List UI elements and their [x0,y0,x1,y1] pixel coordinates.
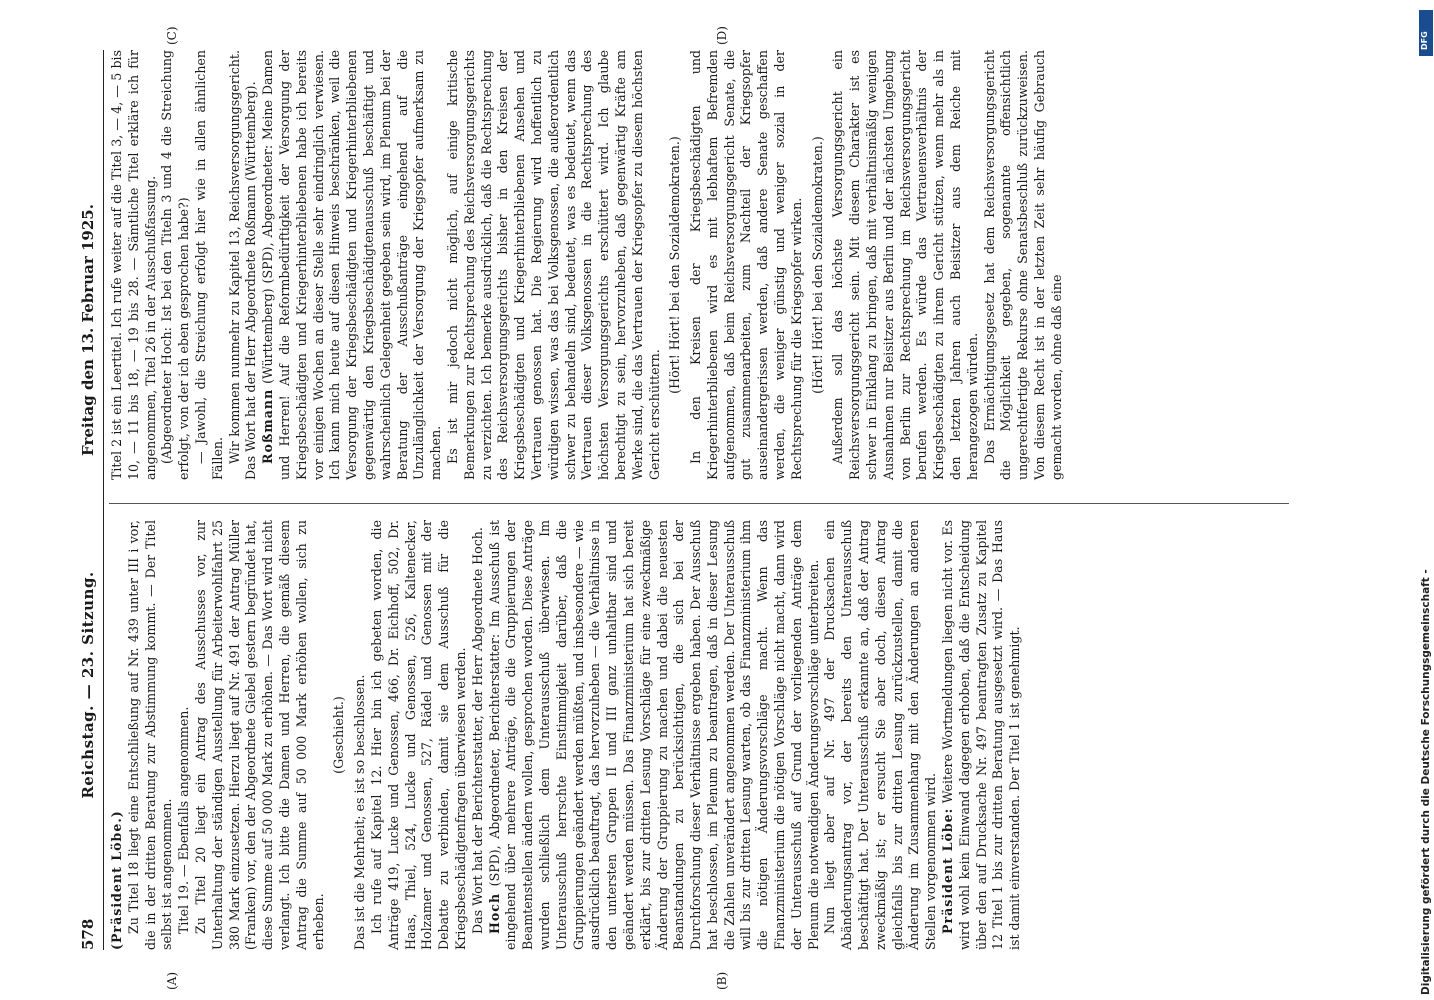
speaker-name: Präsident Löbe: [940,807,956,934]
paragraph: Titel 2 ist ein Leertitel. Ich rufe weiter auf die Titel 3, — 4, — 5 bis 10, — 11 bis 18, — 19 bis 28. — Sämtliche Titel erkläre ich für angenommen, Titel 26 in der Ausschußfassung. [109,50,158,480]
paragraph: Das ist die Mehrheit; es ist so beschlossen. [352,674,368,950]
speech-text: (SPD), Abgeordneter, Berichterstatter: Im Ausschuß ist eingehend über mehrere Anträge, die die Gruppierungen der Beamtenstellen ändern wollen, gesprochen worden. Diese Anträge wurden schließlich dem Unterausschuß überwiesen. Im Unterausschuß herrschte Einstimmigkeit darüber, daß die Gruppierungen geändert werden müßten, und insbesondere — wie ausdrücklich beauftragt, das hervorzuheben — die Verhältnisse in den untersten Gruppen II und III ganz unhaltbar sind und geändert werden müssen. Das Finanzministerium hat sich bereit erklärt, bis zur dritten Lesung Vorschläge für eine zweckmäßige Änderung der Gruppierung zu machen und dabei die neuesten Beanstandungen zu berücksichtigen, die sich bei der Durchforschung dieser Verhältnisse ergeben haben. Der Ausschuß hat beschlossen, im Plenum zu beantragen, daß in dieser Lesung die Zahlen unverändert angenommen werden. Der Unterausschuß will bis zur dritten Lesung warten, ob das Finanzministerium ihm die nötigen Änderungsvorschläge macht. Wenn das Finanzministerium die nötigen Vorschläge nicht macht, dann wird der Unterausschuß auf Grund der vorliegenden Anträge dem Plenum die notwendigen Änderungsvorschläge unterbreiten. [486,520,821,950]
digitization-sidebar [1418,10,1434,1000]
header-left-title: Reichstag. — 23. Sitzung. [79,571,97,799]
paragraph: Nun liegt aber auf Nr. 497 der Drucksachen ein Abänderungsantrag vor, der bereits den Unterausschuß beschäftigt hat. Der Unterausschuß erkannte an, daß der Antrag zweckmäßig ist; er ersucht Sie aber doch, diesen Antrag gleichfalls bis zur dritten Lesung zurückzustellen, damit die Änderung im Zusammenhang mit den Änderungen an anderen Stellen vorgenommen wird. [822,520,939,950]
digitization-credit: Digitalisierung gefördert durch die Deutsche Forschungsgemeinschaft - [1420,569,1432,995]
paragraph: Titel 19. — Ebenfalls angenommen. [176,706,192,934]
speech [260,50,445,480]
paragraph: Zu Titel 18 liegt eine Entschließung auf Nr. 439 unter III i vor, die in der dritten Beratung zur Abstimmung kommt. — Der Titel selbst ist angenommen. [125,520,175,950]
speaker-name: Roßmann [260,388,276,464]
margin-marker-a: (A) [165,971,179,990]
column-divider [109,503,1289,504]
header-rule [103,50,104,950]
stage-note: (Hört! Hört! bei den Sozialdemokraten.) [809,136,825,394]
paragraph: Das Wort hat der Berichterstatter, der Herr Abgeordnete Hoch. [469,527,485,934]
paragraph: Es ist mir jedoch nicht möglich, auf einige kritische Bemerkungen zur Rechtsprechung des Reichsversorgungsgerichts zu verzichten. Ich bemerke ausdrücklich, daß die Rechtsprechung des Reichsversorgungsgerichts bisher in den Kreisen der Kriegsbeschädigten und Kriegerhinterbliebenen Ansehen und Vertrauen genossen hat. Die Regierung wird hoffentlich zu würdigen wissen, was das bei Volksgenossen, die außerordentlich schwer zu behandeln sind, bedeutet, was es bedeutet, wenn das Vertrauen dieser Volksgenossen in die Rechtsprechung des höchsten Versorgungsgerichts erschüttert wird. Ich glaube berechtigt zu sein, hervorzuheben, daß gegenwärtig Kräfte am Werke sind, die das Vertrauen der Kriegsopfer zu diesem höchsten Gericht erschüttern. [444,50,662,480]
paragraph: — Jawohl, die Streichung erfolgt hier wie in allen ähnlichen Fällen. [192,50,225,480]
column-left [109,520,1024,950]
speaker-name: Hoch [486,892,502,934]
speaker-note: (Präsident Löbe.) [109,810,124,950]
paragraph: (Abgeordneter Hoch: Ist bei den Titeln 3 und 4 die Streichung erfolgt, von der ich eben gesprochen habe?) [159,50,192,480]
margin-marker-d: (D) [715,26,729,45]
paragraph: In den Kreisen der Kriegsbeschädigten und Kriegerhinterbliebenen wird es mit lebhaftem Befremden aufgenommen, daß beim Reichsversorgungsgericht Senate, die gut zusammenarbeiten, zum Nachteil der Kriegsopfer auseinandergerissen werden, daß andere Senate geschaffen werden, die weniger günstig und weniger sozial in der Rechtsprechung für die Kriegsopfer wirken. [688,50,804,480]
paragraph: Außerdem soll das höchste Versorgungsgericht ein Reichsversorgungsgericht sein. Mit diesem Charakter ist es schwer in Einklang zu bringen, daß mit verhältnismäßig wenigen Ausnahmen nur Beisitzer aus Berlin und der nächsten Umgebung von Berlin zur Rechtsprechung im Reichsversorgungsgericht berufen werden. Es würde das Vertrauensverhältnis der Kriegsbeschädigten zu ihrem Gericht stützen, wenn mehr als in den letzten Jahren auch Beisitzer aus dem Reiche mit herangezogen würden. [830,50,980,480]
stage-note: (Hört! Hört! bei den Sozialdemokraten.) [667,136,683,394]
column-right [109,50,1066,480]
speech-text: (Württemberg) (SPD), Abgeordneter: Meine Damen und Herren! Auf die Reformbedürftigkeit der Versorgung der Kriegsbeschädigten und Kriegerhinterbliebenen habe ich bereits vor einigen Wochen an dieser Stelle sehr eindringlich verwiesen. Ich kann mich heute auf diesen Hinweis beschränken, weil die Versorgung der Kriegsbeschädigten und Kriegerhinterbliebenen gegenwärtig den Kriegsbeschädigtenausschuß beschäftigt und wahrscheinlich Gelegenheit gegeben sein wird, im Plenum bei der Beratung der Ausschußanträge eingehend auf die Unzulänglichkeit der Versorgung der Kriegsopfer aufmerksam zu machen. [260,50,444,480]
paragraph: Das Ermächtigungsgesetz hat dem Reichsversorgungsgericht die Möglichkeit gegeben, sogenannte offensichtlich ungerechtfertigte Rekurse ohne Senatsbeschluß zurückzuweisen. Von diesem Recht ist in der letzten Zeit sehr häufig Gebrauch gemacht worden, ohne daß eine [981,50,1064,480]
paragraph: Ich rufe auf Kapitel 12. Hier bin ich gebeten worden, die Anträge 419, Lucke und Genossen, 466, Dr. Eichhoff, 502, Dr. Haas, Thiel, 524, Lucke und Genossen, 526, Kaltenecker, Holzamer und Genossen, 527, Rädel und Genossen mit der Debatte zu verbinden, damit sie dem Ausschuß für die Kriegsbeschädigtenfragen überwiesen werden. [368,520,468,950]
stage-note: (Geschieht.) [331,696,347,774]
page-header [75,50,105,950]
rotated-page [75,26,1295,990]
speech-text: Weitere Wortmeldungen liegen nicht vor. Es wird wohl kein Einwand dagegen erhoben, daß die Entscheidung über den auf Drucksache Nr. 497 beantragten Zusatz zu Kapitel 12 Titel 1 bis zur dritten Beratung ausgesetzt wird. — Das Haus ist damit einverstanden. Der Titel 1 ist genehmigt. [940,520,1023,950]
speech [940,520,1024,950]
margin-marker-c: (C) [165,26,179,45]
speech [487,520,823,950]
page-number: 578 [79,918,97,950]
margin-marker-b: (B) [715,971,729,990]
dfg-logo: DFG [1419,10,1433,56]
header-right-title: Freitag den 13. Februar 1925. [79,204,97,456]
paragraph: Wir kommen nunmehr zu Kapitel 13, Reichsversorgungsgericht. Das Wort hat der Herr Abgeordnete Roßmann (Württemberg). [226,50,259,480]
paragraph: Zu Titel 20 liegt ein Antrag des Ausschusses vor, zur Unterhaltung der ständigen Ausstellung für Arbeiterwohlfahrt 25 380 Mark einzusetzen. Hierzu liegt auf Nr. 491 der Antrag Müller (Franken) vor, den der Abgeordnete Giebel gestern begründet hat, diese Summe auf 50 000 Mark zu erhöhen. — Das Wort wird nicht verlangt. Ich bitte die Damen und Herren, die gemäß diesem Antrag die Summe auf 50 000 Mark erhöhen wollen, sich zu erheben. [192,520,326,950]
